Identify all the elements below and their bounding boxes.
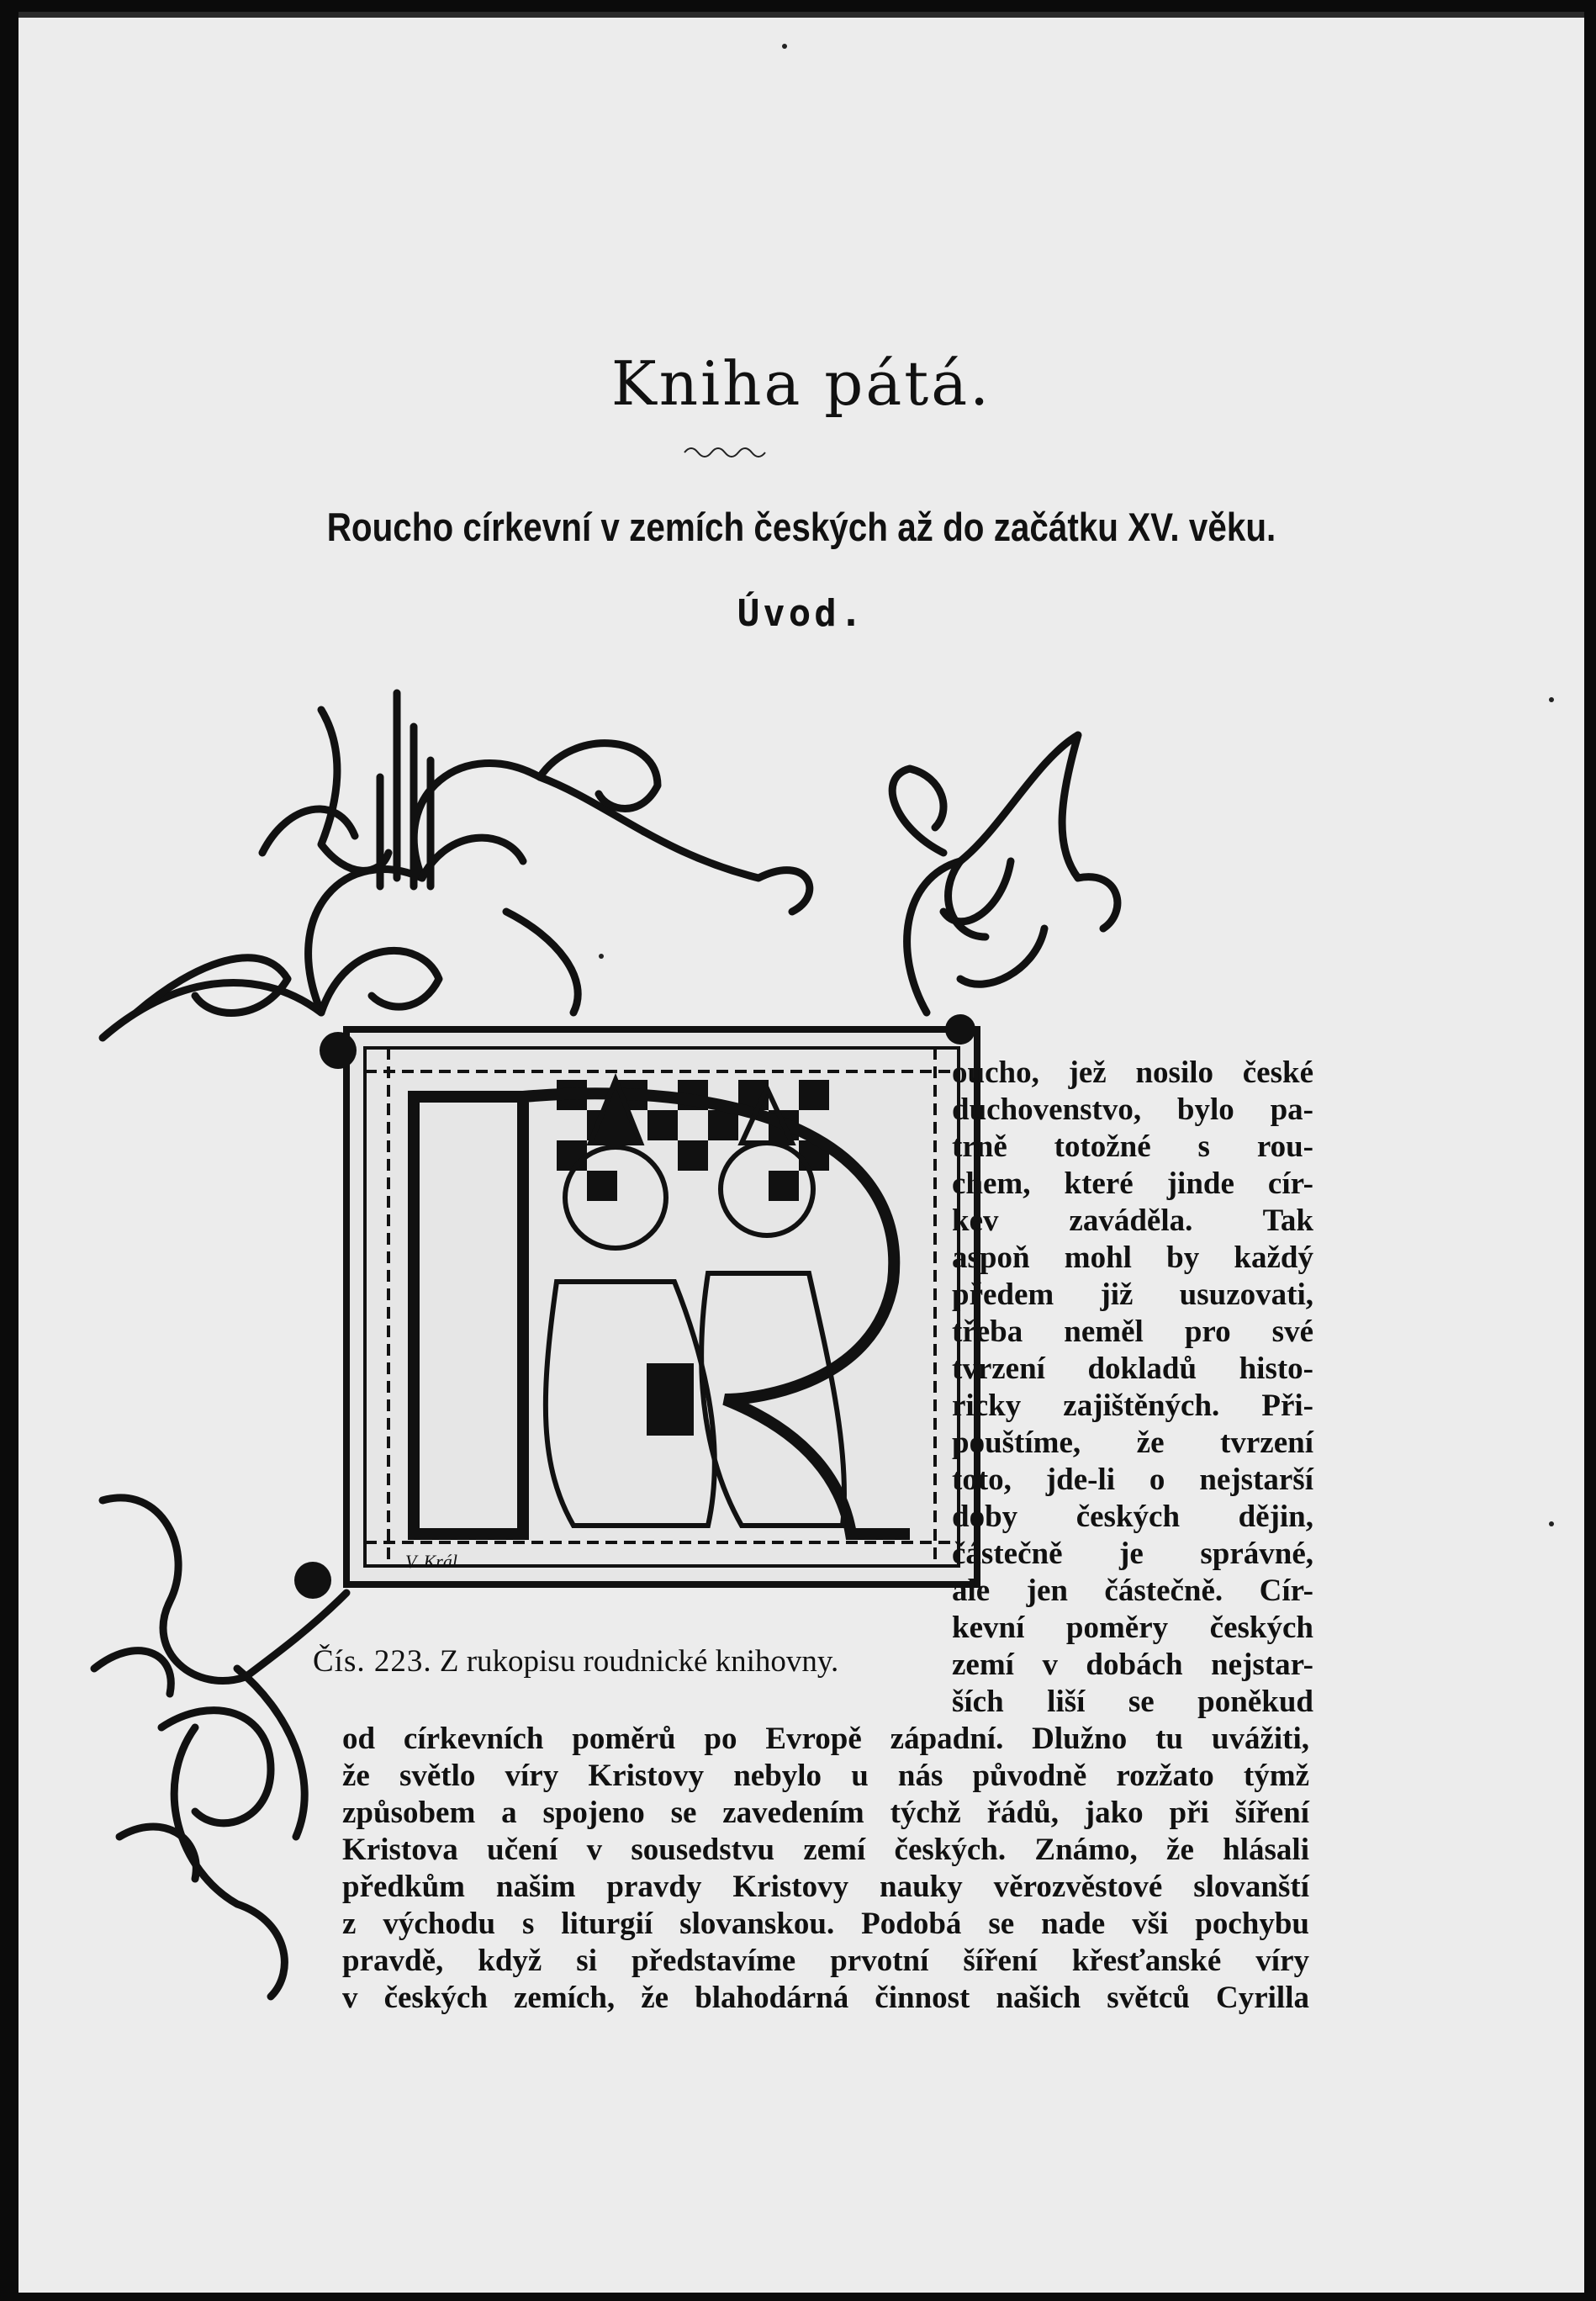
text-line: že světlo víry Kristovy nebylo u nás původně rozžato týmž [342, 1759, 1309, 1793]
section-title: Úvod. [737, 592, 866, 635]
text-line: ších liší se poněkud [952, 1685, 1313, 1719]
text-line: Kristova učení v sousedstvu zemí českých. Známo, že hlásali [342, 1833, 1309, 1867]
text-line: od církevních poměrů po Evropě západní. Dlužno tu uvážiti, [342, 1722, 1309, 1756]
scan-edge [18, 12, 1584, 18]
text-line: předkům našim pravdy Kristovy nauky věrozvěstové slovanští [342, 1870, 1309, 1904]
text-line: třeba neměl pro své [952, 1314, 1313, 1349]
text-line: v českých zemích, že blahodárná činnost našich světců Cyrilla [342, 1981, 1309, 2015]
text-line: způsobem a spojeno se zavedením týchž řádů, jako při šíření [342, 1796, 1309, 1830]
book-title: Kniha pátá. [610, 348, 992, 419]
text-line: ale jen částečně. Cír- [952, 1574, 1313, 1608]
text-line: z východu s liturgií slovanskou. Podobá se nade vši pochybu [342, 1907, 1309, 1941]
figure-caption [313, 1643, 838, 1679]
text-line: zemí v dobách nejstar- [952, 1648, 1313, 1682]
text-line: pravdě, když si představíme prvotní šíření křesťanské víry [342, 1944, 1309, 1978]
text-line: částečně je správné, [952, 1537, 1313, 1571]
text-line: tvrzení dokladů histo- [952, 1352, 1313, 1386]
text-line: kev zaváděla. Tak [952, 1203, 1313, 1238]
initial-frame [346, 1029, 977, 1584]
text-line: ricky zajištěných. Při- [952, 1389, 1313, 1423]
title-ornament-icon [683, 439, 775, 459]
text-line: toto, jde-li o nejstarší [952, 1463, 1313, 1497]
foliage-top-left [103, 763, 810, 1038]
text-line: oucho, jež nosilo české [952, 1055, 1313, 1090]
text-line: pouštíme, že tvrzení [952, 1426, 1313, 1460]
text-line: kevní poměry českých [952, 1611, 1313, 1645]
book-page [18, 12, 1584, 2293]
figure-number: Čís. 223. [313, 1644, 432, 1679]
text-line: duchovenstvo, bylo pa- [952, 1092, 1313, 1127]
text-line: aspoň mohl by každý [952, 1240, 1313, 1275]
chapter-title: Roucho církevní v zemích českých až do začátku XV. věku. [326, 505, 1276, 549]
text-line: trně totožné s rou- [952, 1129, 1313, 1164]
figure-caption-text: Z rukopisu roudnické knihovny. [439, 1644, 839, 1679]
text-line: doby českých dějin, [952, 1500, 1313, 1534]
text-line: chem, které jinde cír- [952, 1166, 1313, 1201]
text-line: předem již usuzovati, [952, 1277, 1313, 1312]
illustration-signature: V. Král [405, 1551, 457, 1572]
